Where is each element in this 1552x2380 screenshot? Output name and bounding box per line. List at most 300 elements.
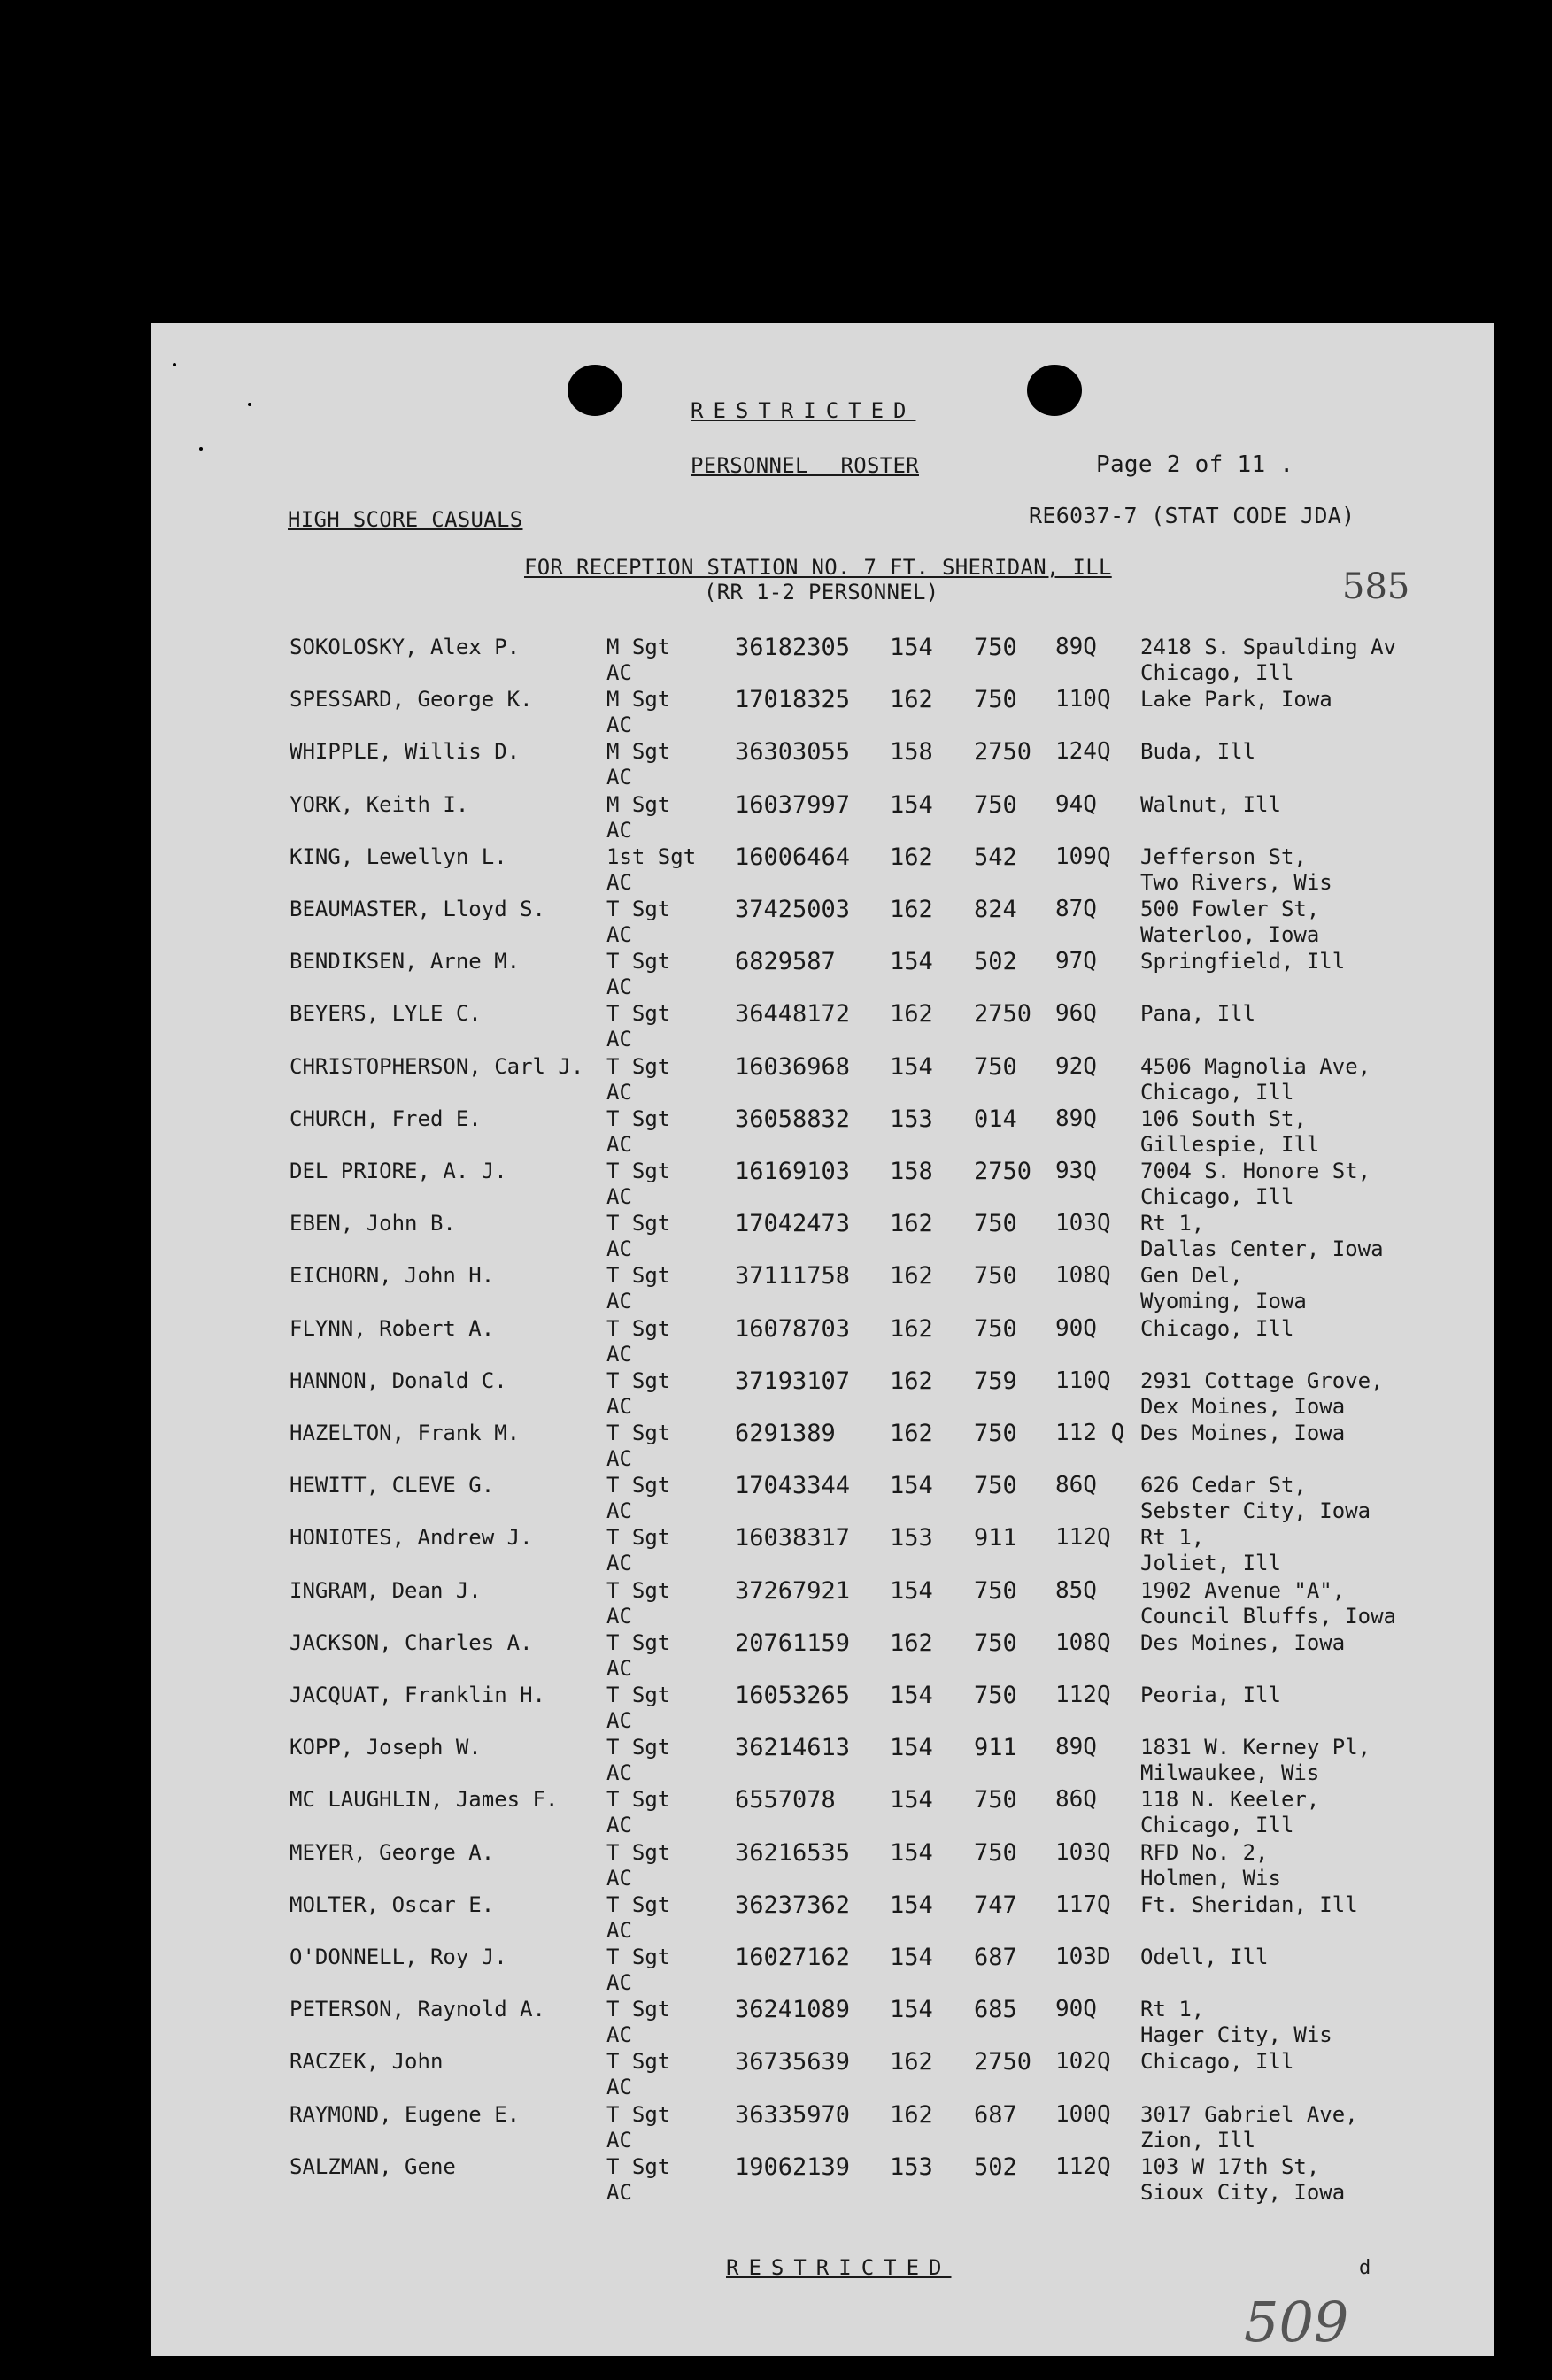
serial-number-cell: 16038317	[735, 1524, 851, 1552]
score-cell: 108Q	[1055, 1262, 1111, 1290]
table-row	[151, 792, 1494, 844]
score-cell: 90Q	[1055, 1996, 1097, 2023]
mos-cell: 747	[974, 1891, 1017, 1919]
mos-cell: 2750	[974, 1000, 1032, 1028]
name-cell: FLYNN, Robert A.	[290, 1315, 495, 1341]
score-cell: 89Q	[1055, 634, 1097, 660]
name-cell: RAYMOND, Eugene E.	[290, 2101, 521, 2127]
score-cell: 103Q	[1055, 1210, 1111, 1237]
score-cell: 103D	[1055, 1944, 1111, 1970]
mos-cell: 824	[974, 896, 1017, 923]
serial-number-cell: 37111758	[735, 1262, 851, 1290]
name-cell: BEYERS, LYLE C.	[290, 1001, 482, 1027]
rank-cell: T Sgt	[606, 949, 671, 974]
rank-cell: T Sgt	[606, 1787, 671, 1813]
branch-cell: AC	[606, 1760, 632, 1786]
branch-cell: AC	[606, 660, 632, 685]
score-cell: 110Q	[1055, 686, 1111, 713]
rank-cell: M Sgt	[606, 687, 671, 712]
address-line2-cell: Chicago, Ill	[1140, 660, 1294, 685]
score-cell: 102Q	[1055, 2048, 1111, 2076]
mos-cell: 685	[974, 1996, 1017, 2024]
speck	[199, 447, 203, 451]
address-line2-cell: Dex Moines, Iowa	[1140, 1393, 1346, 1419]
rank-cell: T Sgt	[606, 1891, 671, 1917]
branch-cell: AC	[606, 1603, 632, 1629]
rank-cell: M Sgt	[606, 791, 671, 817]
table-row	[151, 1683, 1494, 1735]
speck	[173, 363, 176, 366]
address-line1-cell: Gen Del,	[1140, 1263, 1243, 1289]
table-row	[151, 2049, 1494, 2101]
serial-number-cell: 36335970	[735, 2100, 851, 2129]
mos-cell: 542	[974, 843, 1017, 871]
mos-cell: 687	[974, 2100, 1017, 2129]
serial-number-cell: 16053265	[735, 1682, 851, 1709]
branch-cell: AC	[606, 1027, 632, 1052]
name-cell: HEWITT, CLEVE G.	[290, 1473, 495, 1498]
table-row	[151, 2154, 1494, 2207]
table-row	[151, 2102, 1494, 2154]
name-cell: BEAUMASTER, Lloyd S.	[290, 897, 545, 921]
table-row	[151, 1945, 1494, 1997]
table-row	[151, 1316, 1494, 1368]
rank-cell: T Sgt	[606, 2101, 671, 2127]
address-line1-cell: Chicago, Ill	[1140, 1315, 1294, 1341]
mos-cell: 750	[974, 1472, 1017, 1500]
branch-cell: AC	[606, 1498, 632, 1524]
code-cell: 162	[890, 1314, 933, 1343]
branch-cell: AC	[606, 1813, 632, 1838]
address-line1-cell: 4506 Magnolia Ave,	[1140, 1053, 1371, 1079]
name-cell: CHURCH, Fred E.	[290, 1105, 482, 1131]
name-cell: KING, Lewellyn L.	[290, 843, 507, 869]
subtitle: (RR 1-2 PERSONNEL)	[704, 580, 939, 605]
code-cell: 154	[890, 1891, 933, 1919]
mos-cell: 750	[974, 686, 1017, 714]
address-line1-cell: Odell, Ill	[1140, 1945, 1269, 1969]
mos-cell: 750	[974, 634, 1017, 661]
mos-cell: 502	[974, 948, 1017, 976]
code-cell: 162	[890, 686, 933, 714]
score-cell: 89Q	[1055, 1734, 1097, 1761]
code-cell: 162	[890, 1420, 933, 1447]
address-line1-cell: Springfield, Ill	[1140, 949, 1346, 974]
mos-cell: 014	[974, 1105, 1017, 1133]
code-cell: 154	[890, 1838, 933, 1867]
name-cell: EBEN, John B.	[290, 1211, 456, 1236]
address-line1-cell: Jefferson St,	[1140, 843, 1307, 869]
score-cell: 92Q	[1055, 1052, 1097, 1080]
handwritten-number: 509	[1244, 2290, 1349, 2354]
code-cell: 162	[890, 1262, 933, 1290]
table-row	[151, 949, 1494, 1001]
table-row	[151, 1840, 1494, 1892]
branch-cell: AC	[606, 974, 632, 1000]
rank-cell: T Sgt	[606, 1263, 671, 1289]
address-line1-cell: Rt 1,	[1140, 1997, 1205, 2022]
address-line1-cell: 3017 Gabriel Ave,	[1140, 2101, 1358, 2127]
rank-cell: T Sgt	[606, 1105, 671, 1131]
score-cell: 86Q	[1055, 1786, 1097, 1814]
mos-cell: 2750	[974, 738, 1032, 766]
address-line2-cell: Joliet, Ill	[1140, 1551, 1281, 1576]
code-cell: 154	[890, 1576, 933, 1605]
serial-number-cell: 6291389	[735, 1420, 836, 1447]
address-line1-cell: Lake Park, Iowa	[1140, 687, 1332, 712]
address-line1-cell: 626 Cedar St,	[1140, 1473, 1307, 1498]
code-cell: 153	[890, 2153, 933, 2181]
score-cell: 112Q	[1055, 1682, 1111, 1708]
code-cell: 158	[890, 738, 933, 766]
mos-cell: 750	[974, 1210, 1017, 1238]
address-line2-cell: Council Bluffs, Iowa	[1140, 1603, 1396, 1629]
rank-cell: 1st Sgt	[606, 843, 697, 869]
name-cell: MOLTER, Oscar E.	[290, 1891, 495, 1917]
name-cell: O'DONNELL, Roy J.	[290, 1945, 507, 1969]
address-line2-cell: Sebster City, Iowa	[1140, 1498, 1371, 1524]
score-cell: 124Q	[1055, 738, 1111, 766]
name-cell: WHIPPLE, Willis D.	[290, 739, 521, 765]
code-cell: 162	[890, 1210, 933, 1238]
mos-cell: 750	[974, 1314, 1017, 1343]
serial-number-cell: 17043344	[735, 1472, 851, 1500]
table-row	[151, 1106, 1494, 1159]
branch-cell: AC	[606, 1079, 632, 1105]
branch-cell: AC	[606, 2127, 632, 2153]
table-row	[151, 1368, 1494, 1421]
serial-number-cell: 37425003	[735, 896, 851, 923]
serial-number-cell: 36303055	[735, 738, 851, 766]
mos-cell: 2750	[974, 2048, 1032, 2076]
name-cell: HAZELTON, Frank M.	[290, 1421, 521, 1445]
name-cell: HANNON, Donald C.	[290, 1367, 507, 1393]
roster-page	[151, 323, 1494, 2356]
serial-number-cell: 37193107	[735, 1367, 851, 1395]
serial-number-cell: 16036968	[735, 1052, 851, 1081]
address-line1-cell: Pana, Ill	[1140, 1001, 1256, 1027]
branch-cell: AC	[606, 1131, 632, 1157]
address-line1-cell: Buda, Ill	[1140, 739, 1256, 765]
rank-cell: T Sgt	[606, 1159, 671, 1183]
table-row	[151, 1001, 1494, 1053]
serial-number-cell: 36214613	[735, 1734, 851, 1762]
rank-cell: T Sgt	[606, 1211, 671, 1236]
table-row	[151, 897, 1494, 949]
mos-cell: 750	[974, 1576, 1017, 1605]
score-cell: 96Q	[1055, 1000, 1097, 1028]
code-cell: 154	[890, 948, 933, 976]
punch-hole-right	[1027, 365, 1082, 416]
code-cell: 162	[890, 1367, 933, 1395]
table-row	[151, 635, 1494, 687]
rank-cell: M Sgt	[606, 739, 671, 765]
address-line1-cell: Rt 1,	[1140, 1211, 1205, 1236]
branch-cell: AC	[606, 817, 632, 843]
mos-cell: 750	[974, 1052, 1017, 1081]
address-line1-cell: Des Moines, Iowa	[1140, 1421, 1346, 1445]
code-cell: 162	[890, 896, 933, 923]
code-cell: 154	[890, 1682, 933, 1709]
table-row	[151, 1997, 1494, 2049]
branch-cell: AC	[606, 1289, 632, 1314]
name-cell: JACKSON, Charles A.	[290, 1629, 533, 1655]
code-cell: 154	[890, 1734, 933, 1762]
restricted-header: RESTRICTED	[691, 398, 916, 423]
rank-cell: T Sgt	[606, 1053, 671, 1079]
rank-cell: T Sgt	[606, 1421, 671, 1445]
left-title: HIGH SCORE CASUALS	[288, 507, 523, 532]
score-cell: 110Q	[1055, 1367, 1111, 1394]
serial-number-cell: 17042473	[735, 1210, 851, 1238]
serial-number-cell: 6829587	[735, 948, 836, 976]
stamp-number: 585	[1342, 566, 1410, 607]
code-cell: 162	[890, 1629, 933, 1657]
address-line2-cell: Two Rivers, Wis	[1140, 869, 1332, 895]
serial-number-cell: 36182305	[735, 634, 851, 661]
name-cell: PETERSON, Raynold A.	[290, 1997, 545, 2022]
serial-number-cell: 16006464	[735, 843, 851, 871]
rank-cell: T Sgt	[606, 1997, 671, 2022]
address-line1-cell: Chicago, Ill	[1140, 2049, 1294, 2075]
table-row	[151, 1578, 1494, 1630]
name-cell: INGRAM, Dean J.	[290, 1577, 482, 1603]
rank-cell: T Sgt	[606, 2153, 671, 2179]
punch-hole-left	[568, 365, 622, 416]
table-row	[151, 739, 1494, 791]
code-cell: 154	[890, 1052, 933, 1081]
score-cell: 112Q	[1055, 1524, 1111, 1552]
rank-cell: T Sgt	[606, 1629, 671, 1655]
address-line1-cell: 1902 Avenue "A",	[1140, 1577, 1346, 1603]
address-line1-cell: Ft. Sheridan, Ill	[1140, 1891, 1358, 1917]
score-cell: 109Q	[1055, 843, 1111, 870]
score-cell: 85Q	[1055, 1576, 1097, 1604]
mos-cell: 911	[974, 1524, 1017, 1552]
table-row	[151, 1211, 1494, 1263]
score-cell: 112 Q	[1055, 1420, 1125, 1446]
rank-cell: T Sgt	[606, 1473, 671, 1498]
table-row	[151, 1473, 1494, 1525]
rank-cell: T Sgt	[606, 1001, 671, 1027]
table-row	[151, 1421, 1494, 1473]
branch-cell: AC	[606, 1970, 632, 1995]
name-cell: DEL PRIORE, A. J.	[290, 1159, 507, 1183]
branch-cell: AC	[606, 2075, 632, 2100]
name-cell: YORK, Keith I.	[290, 791, 469, 817]
code-cell: 154	[890, 1996, 933, 2024]
serial-number-cell: 36216535	[735, 1838, 851, 1867]
address-line2-cell: Chicago, Ill	[1140, 1079, 1294, 1105]
serial-number-cell: 6557078	[735, 1786, 836, 1814]
score-cell: 86Q	[1055, 1472, 1097, 1499]
code-cell: 154	[890, 634, 933, 661]
address-line2-cell: Milwaukee, Wis	[1140, 1760, 1320, 1786]
table-row	[151, 1263, 1494, 1315]
address-line1-cell: 2418 S. Spaulding Av	[1140, 635, 1396, 659]
rank-cell: T Sgt	[606, 1525, 671, 1551]
branch-cell: AC	[606, 1236, 632, 1262]
address-line2-cell: Dallas Center, Iowa	[1140, 1236, 1384, 1262]
table-row	[151, 1892, 1494, 1945]
mos-cell: 750	[974, 1262, 1017, 1290]
rank-cell: T Sgt	[606, 1945, 671, 1969]
name-cell: EICHORN, John H.	[290, 1263, 495, 1289]
table-row	[151, 687, 1494, 739]
table-row	[151, 1159, 1494, 1211]
score-cell: 89Q	[1055, 1105, 1097, 1132]
name-cell: RACZEK, John	[290, 2049, 444, 2075]
serial-number-cell: 20761159	[735, 1629, 851, 1657]
score-cell: 90Q	[1055, 1314, 1097, 1342]
branch-cell: AC	[606, 712, 632, 738]
name-cell: KOPP, Joseph W.	[290, 1735, 482, 1760]
score-cell: 100Q	[1055, 2100, 1111, 2128]
address-line2-cell: Gillespie, Ill	[1140, 1131, 1320, 1157]
station-title: FOR RECEPTION STATION NO. 7 FT. SHERIDAN, ILL	[524, 555, 1112, 580]
rank-cell: T Sgt	[606, 1577, 671, 1603]
mos-cell: 750	[974, 1420, 1017, 1447]
mos-cell: 759	[974, 1367, 1017, 1395]
serial-number-cell: 16037997	[735, 790, 851, 819]
code-cell: 153	[890, 1524, 933, 1552]
branch-cell: AC	[606, 1446, 632, 1471]
mark-d: d	[1359, 2257, 1371, 2279]
address-line1-cell: 1831 W. Kerney Pl,	[1140, 1735, 1371, 1760]
address-line2-cell: Hager City, Wis	[1140, 2022, 1332, 2048]
mos-cell: 750	[974, 1838, 1017, 1867]
code-cell: 154	[890, 1944, 933, 1971]
branch-cell: AC	[606, 1917, 632, 1943]
name-cell: SALZMAN, Gene	[290, 2153, 456, 2179]
serial-number-cell: 16027162	[735, 1944, 851, 1971]
code-cell: 154	[890, 1786, 933, 1814]
serial-number-cell: 36237362	[735, 1891, 851, 1919]
restricted-footer: RESTRICTED	[726, 2255, 952, 2280]
branch-cell: AC	[606, 1708, 632, 1733]
rank-cell: M Sgt	[606, 635, 671, 659]
table-row	[151, 844, 1494, 897]
table-row	[151, 1630, 1494, 1683]
code-cell: 162	[890, 2100, 933, 2129]
table-row	[151, 1787, 1494, 1839]
score-cell: 108Q	[1055, 1629, 1111, 1656]
address-line1-cell: Des Moines, Iowa	[1140, 1629, 1346, 1655]
mos-cell: 750	[974, 790, 1017, 819]
score-cell: 93Q	[1055, 1158, 1097, 1184]
rank-cell: T Sgt	[606, 1367, 671, 1393]
address-line2-cell: Zion, Ill	[1140, 2127, 1256, 2153]
mos-cell: 502	[974, 2153, 1017, 2181]
score-cell: 94Q	[1055, 790, 1097, 818]
mos-cell: 2750	[974, 1158, 1032, 1185]
score-cell: 112Q	[1055, 2153, 1111, 2180]
speck	[248, 403, 251, 406]
branch-cell: AC	[606, 1551, 632, 1576]
mos-cell: 911	[974, 1734, 1017, 1762]
address-line1-cell: Rt 1,	[1140, 1525, 1205, 1551]
code-cell: 162	[890, 2048, 933, 2076]
serial-number-cell: 37267921	[735, 1576, 851, 1605]
serial-number-cell: 16078703	[735, 1314, 851, 1343]
branch-cell: AC	[606, 869, 632, 895]
address-line2-cell: Waterloo, Iowa	[1140, 922, 1320, 947]
name-cell: MC LAUGHLIN, James F.	[290, 1787, 559, 1813]
table-row	[151, 1735, 1494, 1787]
branch-cell: AC	[606, 1865, 632, 1891]
code-cell: 154	[890, 1472, 933, 1500]
rank-cell: T Sgt	[606, 1839, 671, 1865]
branch-cell: AC	[606, 1655, 632, 1681]
branch-cell: AC	[606, 2022, 632, 2048]
serial-number-cell: 36735639	[735, 2048, 851, 2076]
address-line2-cell: Wyoming, Iowa	[1140, 1289, 1307, 1314]
code-cell: 153	[890, 1105, 933, 1133]
score-cell: 97Q	[1055, 948, 1097, 975]
address-line1-cell: 2931 Cottage Grove,	[1140, 1367, 1384, 1393]
table-row	[151, 1054, 1494, 1106]
serial-number-cell: 17018325	[735, 686, 851, 714]
mos-cell: 687	[974, 1944, 1017, 1971]
address-line1-cell: Peoria, Ill	[1140, 1683, 1281, 1707]
serial-number-cell: 36058832	[735, 1105, 851, 1133]
rank-cell: T Sgt	[606, 1683, 671, 1707]
name-cell: SPESSARD, George K.	[290, 687, 533, 712]
address-line2-cell: Holmen, Wis	[1140, 1865, 1281, 1891]
code-cell: 158	[890, 1158, 933, 1185]
address-line1-cell: RFD No. 2,	[1140, 1839, 1269, 1865]
rank-cell: T Sgt	[606, 1315, 671, 1341]
mos-cell: 750	[974, 1786, 1017, 1814]
address-line2-cell: Sioux City, Iowa	[1140, 2179, 1346, 2205]
code-cell: 154	[890, 790, 933, 819]
score-cell: 103Q	[1055, 1838, 1111, 1866]
branch-cell: AC	[606, 1341, 632, 1367]
branch-cell: AC	[606, 1184, 632, 1209]
serial-number-cell: 36448172	[735, 1000, 851, 1028]
name-cell: HONIOTES, Andrew J.	[290, 1525, 533, 1551]
address-line1-cell: Walnut, Ill	[1140, 791, 1281, 817]
rank-cell: T Sgt	[606, 897, 671, 921]
table-row	[151, 1525, 1494, 1577]
branch-cell: AC	[606, 765, 632, 790]
rank-cell: T Sgt	[606, 2049, 671, 2075]
address-line1-cell: 118 N. Keeler,	[1140, 1787, 1320, 1813]
roster-title: PERSONNEL ROSTER	[691, 453, 919, 478]
page-number: Page 2 of 11 .	[1096, 451, 1294, 478]
mos-cell: 750	[974, 1682, 1017, 1709]
code-cell: 162	[890, 1000, 933, 1028]
branch-cell: AC	[606, 1393, 632, 1419]
code-cell: 162	[890, 843, 933, 871]
name-cell: BENDIKSEN, Arne M.	[290, 949, 521, 974]
branch-cell: AC	[606, 922, 632, 947]
address-line1-cell: 103 W 17th St,	[1140, 2153, 1320, 2179]
address-line1-cell: 7004 S. Honore St,	[1140, 1159, 1371, 1183]
serial-number-cell: 16169103	[735, 1158, 851, 1185]
serial-number-cell: 19062139	[735, 2153, 851, 2181]
mos-cell: 750	[974, 1629, 1017, 1657]
serial-number-cell: 36241089	[735, 1996, 851, 2024]
branch-cell: AC	[606, 2179, 632, 2205]
score-cell: 117Q	[1055, 1891, 1111, 1918]
rank-cell: T Sgt	[606, 1735, 671, 1760]
name-cell: SOKOLOSKY, Alex P.	[290, 635, 521, 659]
address-line1-cell: 500 Fowler St,	[1140, 897, 1320, 921]
score-cell: 87Q	[1055, 896, 1097, 922]
name-cell: MEYER, George A.	[290, 1839, 495, 1865]
address-line1-cell: 106 South St,	[1140, 1105, 1307, 1131]
